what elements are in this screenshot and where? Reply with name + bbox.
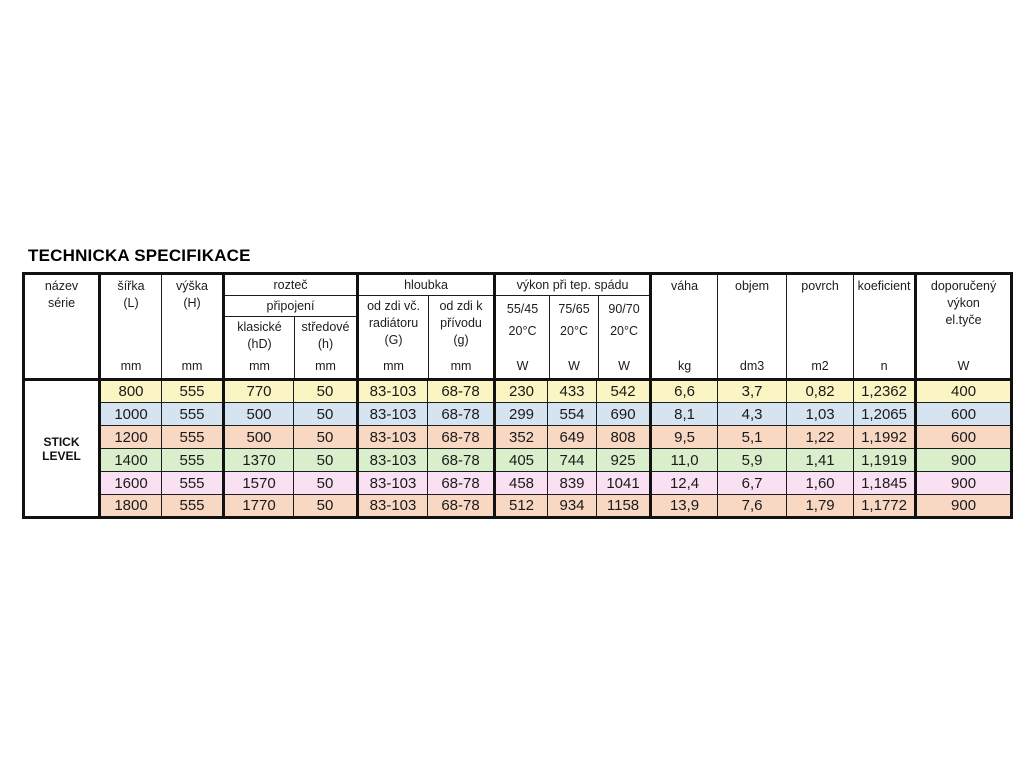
table-cell: 690: [597, 403, 651, 426]
header-group-title: hloubka: [359, 275, 493, 296]
header-label: (g): [453, 333, 469, 347]
table-cell: 68-78: [428, 380, 495, 403]
table-cell: 555: [162, 495, 224, 518]
header-label: výška: [176, 279, 208, 293]
table-cell: 83-103: [358, 495, 428, 518]
table-cell: 555: [162, 426, 224, 449]
header-label: objem: [735, 279, 770, 293]
header-unit: W: [618, 359, 630, 373]
table-cell: 1,1845: [854, 472, 916, 495]
table-cell: 13,9: [651, 495, 718, 518]
header-sirka: [100, 274, 162, 380]
header-label: 20°C: [560, 324, 588, 338]
table-cell: 12,4: [651, 472, 718, 495]
table-cell: 3,7: [718, 380, 787, 403]
table-cell: 400: [916, 380, 1012, 403]
table-cell: 744: [548, 449, 597, 472]
table-cell: 458: [495, 472, 548, 495]
table-cell: 900: [916, 495, 1012, 518]
table-cell: 1000: [100, 403, 162, 426]
table-cell: 1570: [224, 472, 294, 495]
table-cell: 405: [495, 449, 548, 472]
table-cell: 555: [162, 403, 224, 426]
header-vaha: [651, 274, 718, 380]
table-cell: 1,03: [787, 403, 854, 426]
table-cell: 600: [916, 426, 1012, 449]
table-cell: 649: [548, 426, 597, 449]
spec-table: [22, 272, 1013, 519]
table-cell: 50: [294, 449, 358, 472]
header-povrch: [787, 274, 854, 380]
table-cell: 8,1: [651, 403, 718, 426]
table-cell: 808: [597, 426, 651, 449]
header-group-subtitle: připojení: [225, 296, 356, 317]
header-nazev-serie: [24, 274, 100, 380]
table-cell: 299: [495, 403, 548, 426]
page-title: TECHNICKA SPECIFIKACE: [28, 246, 251, 265]
header-koeficient: [854, 274, 916, 380]
table-cell: 542: [597, 380, 651, 403]
header-row: [24, 274, 1012, 380]
table-cell: 512: [495, 495, 548, 518]
table-cell: 50: [294, 472, 358, 495]
header-doporuceny-vykon: [916, 274, 1012, 380]
series-name-cell: STICK LEVEL: [24, 380, 100, 518]
header-label: (hD): [247, 337, 272, 351]
header-unit: mm: [315, 359, 336, 373]
table-cell: 68-78: [428, 472, 495, 495]
table-cell: 770: [224, 380, 294, 403]
header-roztec-group: [224, 274, 358, 380]
table-cell: 925: [597, 449, 651, 472]
table-cell: 50: [294, 380, 358, 403]
table-cell: 50: [294, 403, 358, 426]
table-cell: 500: [224, 426, 294, 449]
table-cell: 352: [495, 426, 548, 449]
header-label: (h): [317, 337, 334, 351]
header-label: výkon: [947, 296, 980, 310]
header-objem: [718, 274, 787, 380]
table-cell: 0,82: [787, 380, 854, 403]
header-label: název: [44, 279, 79, 293]
table-row: [24, 403, 1012, 426]
table-cell: 68-78: [428, 403, 495, 426]
table-cell: 5,1: [718, 426, 787, 449]
table-cell: 1200: [100, 426, 162, 449]
header-label: středové: [301, 320, 350, 334]
table-cell: 500: [224, 403, 294, 426]
table-cell: 4,3: [718, 403, 787, 426]
header-label: (H): [183, 296, 201, 310]
header-label: (L): [123, 296, 139, 310]
table-cell: 1041: [597, 472, 651, 495]
table-cell: 7,6: [718, 495, 787, 518]
table-cell: 50: [294, 426, 358, 449]
table-cell: 433: [548, 380, 597, 403]
header-label: 75/65: [558, 302, 590, 316]
header-label: přívodu: [440, 316, 482, 330]
table-cell: 83-103: [358, 403, 428, 426]
header-hloubka-radiator: [359, 296, 428, 378]
table-cell: 1770: [224, 495, 294, 518]
header-label: klasické: [237, 320, 282, 334]
table-cell: 1600: [100, 472, 162, 495]
header-hloubka-privod: [428, 296, 493, 378]
table-cell: 800: [100, 380, 162, 403]
table-cell: 68-78: [428, 449, 495, 472]
header-unit: W: [957, 359, 970, 373]
table-cell: 6,7: [718, 472, 787, 495]
header-label: 55/45: [506, 302, 539, 316]
table-cell: 9,5: [651, 426, 718, 449]
table-cell: 934: [548, 495, 597, 518]
table-cell: 1,79: [787, 495, 854, 518]
table-row: [24, 495, 1012, 518]
table-cell: 68-78: [428, 426, 495, 449]
table-cell: 83-103: [358, 426, 428, 449]
table-row: [24, 426, 1012, 449]
table-cell: 83-103: [358, 449, 428, 472]
header-label: od zdi k: [439, 299, 483, 313]
header-label: 90/70: [608, 302, 640, 316]
header-label: doporučený: [930, 279, 997, 293]
table-cell: 555: [162, 472, 224, 495]
table-cell: 1370: [224, 449, 294, 472]
table-cell: 555: [162, 449, 224, 472]
table-cell: 50: [294, 495, 358, 518]
table-cell: 1,1992: [854, 426, 916, 449]
table-cell: 1158: [597, 495, 651, 518]
header-label: 20°C: [508, 324, 537, 338]
header-vykon-9070: [598, 296, 649, 378]
table-cell: 600: [916, 403, 1012, 426]
header-unit: W: [516, 359, 529, 373]
header-klasicke: [225, 317, 294, 378]
table-cell: 1,2362: [854, 380, 916, 403]
table-cell: 900: [916, 472, 1012, 495]
header-unit: kg: [677, 359, 692, 373]
table-cell: 1,1772: [854, 495, 916, 518]
header-vykon-5545: [496, 296, 549, 378]
header-unit: dm3: [739, 359, 765, 373]
header-unit: mm: [249, 359, 270, 373]
table-cell: 900: [916, 449, 1012, 472]
table-cell: 1,2065: [854, 403, 916, 426]
header-vykon-group: [495, 274, 651, 380]
table-cell: 555: [162, 380, 224, 403]
header-unit: n: [880, 359, 888, 373]
header-hloubka-group: [358, 274, 495, 380]
header-unit: mm: [450, 359, 472, 373]
header-group-title: rozteč: [225, 275, 356, 296]
table-row: [24, 449, 1012, 472]
header-unit: m2: [811, 359, 829, 373]
header-vykon-7565: [549, 296, 598, 378]
table-cell: 11,0: [651, 449, 718, 472]
header-label: (G): [384, 333, 403, 347]
header-unit: mm: [181, 359, 203, 373]
header-stredove: [294, 317, 356, 378]
table-cell: 83-103: [358, 472, 428, 495]
header-label: el.tyče: [945, 313, 982, 327]
header-label: od zdi vč.: [367, 299, 420, 313]
table-cell: 68-78: [428, 495, 495, 518]
table-cell: 230: [495, 380, 548, 403]
header-label: povrch: [801, 279, 839, 293]
header-unit: mm: [383, 359, 404, 373]
header-label: koeficient: [857, 279, 911, 293]
header-label: váha: [670, 279, 699, 293]
header-unit: W: [568, 359, 580, 373]
table-row: [24, 472, 1012, 495]
header-label: 20°C: [610, 324, 638, 338]
table-cell: 1,41: [787, 449, 854, 472]
table-row: [24, 380, 1012, 403]
header-label: šířka: [117, 279, 145, 293]
table-cell: 839: [548, 472, 597, 495]
table-cell: 1,1919: [854, 449, 916, 472]
table-cell: 554: [548, 403, 597, 426]
table-cell: 1400: [100, 449, 162, 472]
table-cell: 6,6: [651, 380, 718, 403]
table-body: [24, 380, 1012, 518]
header-vyska: [162, 274, 224, 380]
header-unit: mm: [120, 359, 142, 373]
table-cell: 83-103: [358, 380, 428, 403]
header-group-title: výkon při tep. spádu: [496, 275, 649, 296]
table-cell: 1,22: [787, 426, 854, 449]
header-label: série: [47, 296, 76, 310]
table-cell: 5,9: [718, 449, 787, 472]
table-cell: 1,60: [787, 472, 854, 495]
header-label: radiátoru: [368, 316, 419, 330]
table-cell: 1800: [100, 495, 162, 518]
